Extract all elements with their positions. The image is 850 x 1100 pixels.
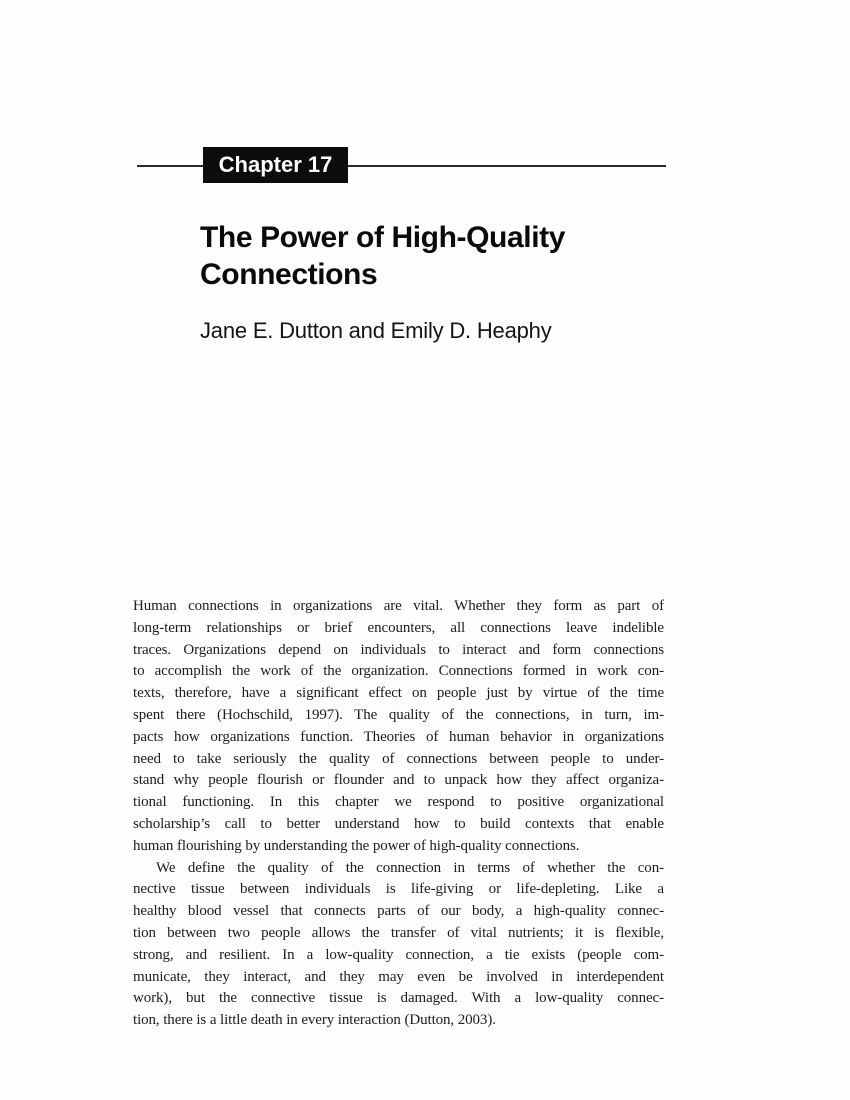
paragraph — [133, 858, 664, 1032]
body-line: scholarship’s call to better understand how to build contexts that enable — [133, 815, 664, 832]
body-line: Human connections in organizations are vital. Whether they form as part of — [133, 598, 664, 614]
body-line: tion between two people allows the transfer of vital nutrients; it is flexible, — [133, 924, 664, 941]
body-line: We define the quality of the connection in terms of whether the con- — [156, 859, 664, 876]
chapter-title-line-2: Connections — [200, 258, 378, 291]
paragraph — [133, 596, 664, 858]
body-line: pacts how organizations function. Theories of human behavior in organizations — [133, 728, 664, 745]
authors-byline: Jane E. Dutton and Emily D. Heaphy — [200, 318, 552, 343]
body-line: traces. Organizations depend on individuals to interact and form connections — [133, 641, 664, 658]
body-line: spent there (Hochschild, 1997). The quality of the connections, in turn, im- — [133, 706, 664, 723]
body-line: healthy blood vessel that connects parts of our body, a high-quality connec- — [133, 903, 664, 920]
body-line: tion, there is a little death in every interaction (Dutton, 2003). — [133, 1012, 496, 1029]
body-text — [133, 596, 664, 1032]
body-line: tional functioning. In this chapter we respond to positive organizational — [133, 794, 664, 811]
body-line: need to take seriously the quality of connections between people to under- — [133, 750, 664, 767]
chapter-number-box — [203, 147, 348, 183]
body-line: long-term relationships or brief encounters, all connections leave indelible — [133, 619, 664, 636]
chapter-title-line-1: The Power of High-Quality — [200, 221, 566, 254]
body-line: to accomplish the work of the organization. Connections formed in work con- — [133, 663, 664, 680]
body-line: stand why people flourish or flounder and to unpack how they affect organiza- — [133, 772, 664, 789]
body-line: nective tissue between individuals is life-giving or life-depleting. Like a — [133, 881, 664, 898]
body-line: human flourishing by understanding the power of high-quality connections. — [133, 837, 580, 854]
body-line: municate, they interact, and they may even be involved in interdependent — [133, 968, 664, 985]
body-line: work), but the connective tissue is damaged. With a low-quality connec- — [133, 990, 664, 1007]
body-line: strong, and resilient. In a low-quality connection, a tie exists (people com- — [133, 946, 664, 963]
body-line: texts, therefore, have a significant effect on people just by virtue of the time — [133, 685, 664, 702]
chapter-label: Chapter 17 — [218, 152, 333, 177]
chapter-title — [200, 219, 565, 293]
